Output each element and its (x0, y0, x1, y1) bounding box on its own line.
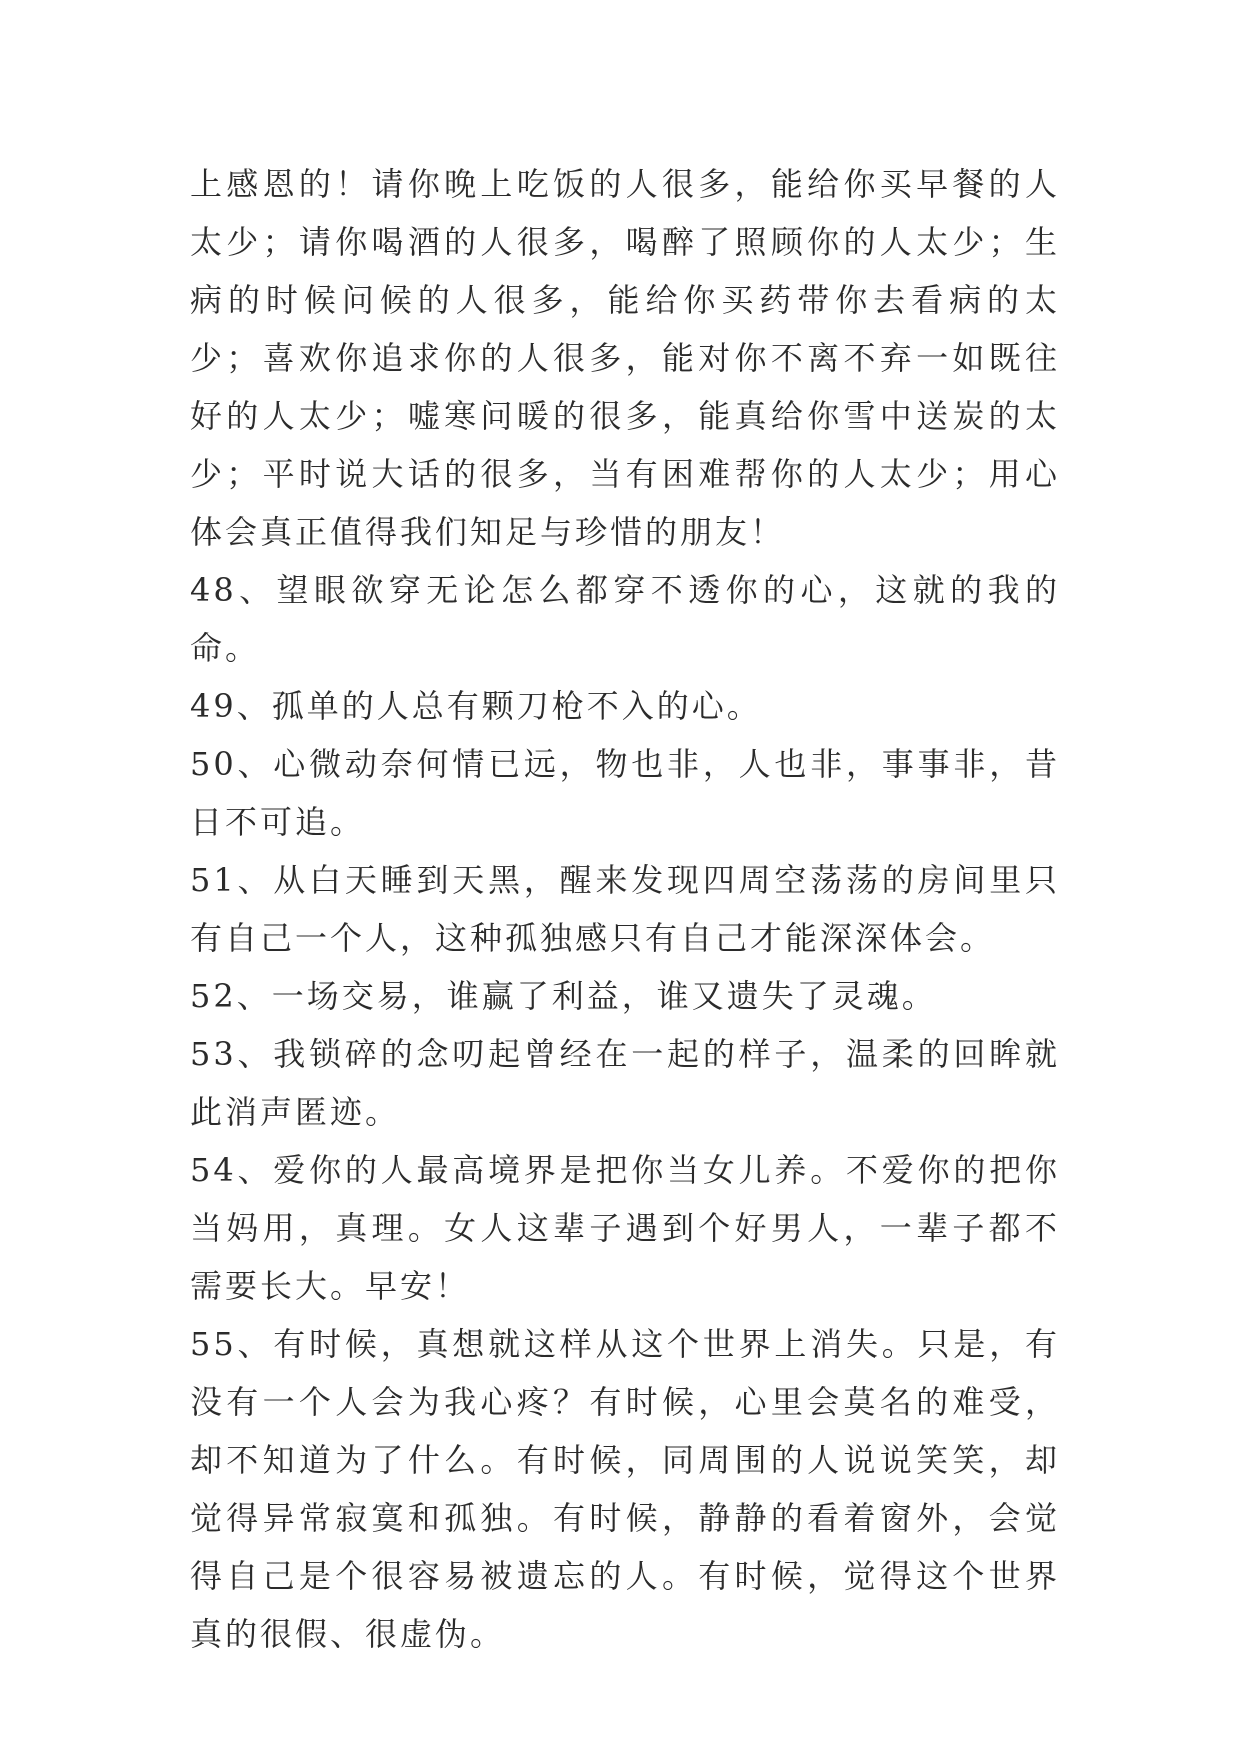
paragraph-49: 49、孤单的人总有颗刀枪不入的心。 (190, 687, 762, 725)
paragraph-54: 54、爱你的人最高境界是把你当女儿养。不爱你的把你当妈用，真理。女人这辈子遇到个好男人，一辈子都不需要长大。早安！ (190, 1151, 1060, 1305)
paragraph-48: 48、望眼欲穿无论怎么都穿不透你的心，这就的我的命。 (190, 571, 1060, 667)
paragraph-continuation: 上感恩的！请你晚上吃饭的人很多，能给你买早餐的人太少；请你喝酒的人很多，喝醉了照顾你的人太少；生病的时候问候的人很多，能给你买药带你去看病的太少；喜欢你追求你的人很多，能对你不离不弃一如既往好的人太少；嘘寒问暖的很多，能真给你雪中送炭的太少；平时说大话的很多，当有困难帮你的人太少；用心体会真正值得我们知足与珍惜的朋友！ (190, 165, 1060, 551)
paragraph-52: 52、一场交易，谁赢了利益，谁又遗失了灵魂。 (190, 977, 937, 1015)
paragraph-55: 55、有时候，真想就这样从这个世界上消失。只是，有没有一个人会为我心疼？有时候，心里会莫名的难受，却不知道为了什么。有时候，同周围的人说说笑笑，却觉得异常寂寞和孤独。有时候，静静的看着窗外，会觉得自己是个很容易被遗忘的人。有时候，觉得这个世界真的很假、很虚伪。 (190, 1325, 1060, 1653)
paragraph-53: 53、我锁碎的念叨起曾经在一起的样子，温柔的回眸就此消声匿迹。 (190, 1035, 1060, 1131)
paragraph-50: 50、心微动奈何情已远，物也非，人也非，事事非，昔日不可追。 (190, 745, 1060, 841)
document-page (190, 155, 1060, 1663)
paragraph-51: 51、从白天睡到天黑，醒来发现四周空荡荡的房间里只有自己一个人，这种孤独感只有自己才能深深体会。 (190, 861, 1060, 957)
